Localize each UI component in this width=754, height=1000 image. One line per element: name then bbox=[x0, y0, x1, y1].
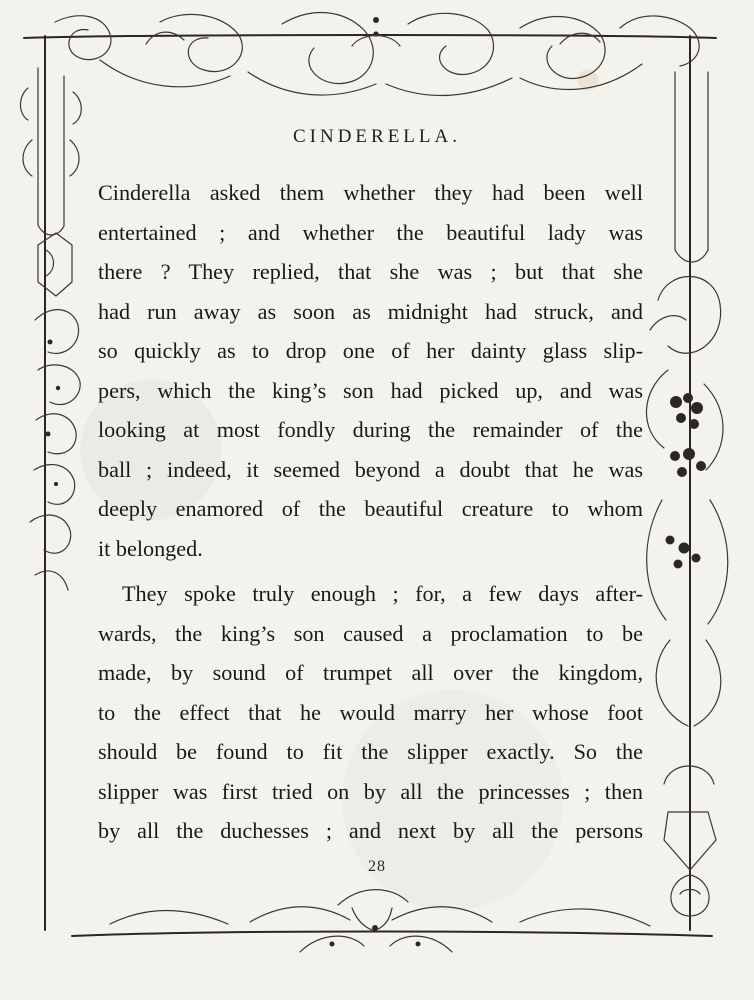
text-line: it belonged. bbox=[98, 535, 203, 561]
top-ornament bbox=[24, 13, 716, 96]
text-line: had run away as soon as midnight had struck, and bbox=[98, 298, 643, 324]
page-body bbox=[98, 173, 643, 851]
left-ornament bbox=[21, 36, 82, 930]
text-line: entertained ; and whether the beautiful lady was bbox=[98, 219, 643, 245]
text-line: ball ; indeed, it seemed beyond a doubt that he was bbox=[98, 456, 643, 482]
text-line: pers, which the king’s son had picked up, and was bbox=[98, 377, 643, 403]
bottom-ornament bbox=[72, 890, 712, 952]
text-line: wards, the king’s son caused a proclamation to be bbox=[98, 620, 643, 646]
text-line: slipper was first tried on by all the princesses ; then bbox=[98, 778, 643, 804]
text-line: deeply enamored of the beautiful creature to whom bbox=[98, 496, 643, 521]
right-ornament bbox=[646, 36, 727, 930]
text-line: should be found to fit the slipper exactly. So the bbox=[98, 739, 643, 764]
text-line: made, by sound of trumpet all over the kingdom, bbox=[98, 660, 643, 685]
page-title: CINDERELLA. bbox=[292, 126, 461, 147]
text-line: Cinderella asked them whether they had been well bbox=[98, 180, 643, 205]
text-line: by all the duchesses ; and next by all the persons bbox=[98, 818, 643, 843]
page-number: 28 bbox=[368, 858, 386, 875]
text-line: so quickly as to drop one of her dainty glass slip- bbox=[98, 338, 643, 363]
text-line: there ? They replied, that she was ; but that she bbox=[98, 259, 643, 284]
text-line: to the effect that he would marry her whose foot bbox=[98, 699, 643, 725]
text-line: looking at most fondly during the remainder of the bbox=[98, 417, 643, 442]
text-line: They spoke truly enough ; for, a few days after- bbox=[122, 581, 643, 606]
